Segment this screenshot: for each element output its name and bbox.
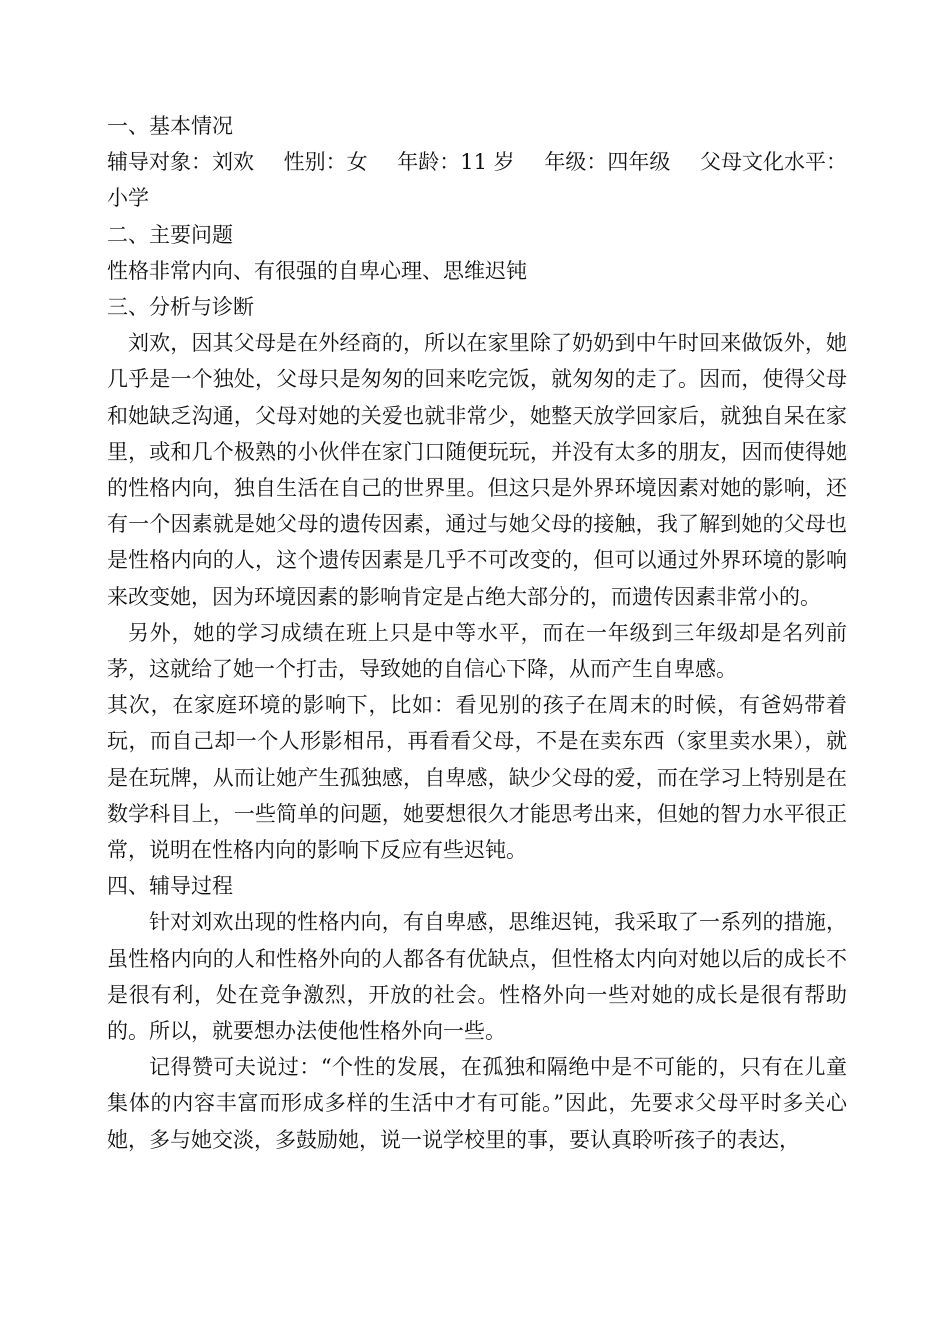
info-parents-education: 父母文化水平： — [699, 150, 847, 175]
info-age: 年龄：11 岁 — [397, 150, 515, 175]
info-parents-education-value: 小学 — [107, 186, 149, 211]
problem-text: 性格非常内向、有很强的自卑心理、思维迟钝 — [107, 258, 527, 283]
section-heading-process: 四、辅导过程 — [107, 874, 233, 899]
section-heading-analysis: 三、分析与诊断 — [107, 295, 254, 320]
info-gender: 性别：女 — [283, 150, 368, 175]
process-paragraph-2: 记得赞可夫说过：“个性的发展，在孤独和隔绝中是不可能的，只有在儿童集体的内容丰富而形成多样的生活中才有可能。”因此，先要求父母平时多关心她，多与她交淡，多鼓励她，说一说学校里的事，要认真聆听孩子的表达， — [107, 1055, 847, 1152]
info-grade: 年级：四年级 — [544, 150, 671, 175]
info-subject: 辅导对象：刘欢 — [107, 150, 254, 175]
basic-info-line — [107, 144, 847, 180]
section-heading-basic: 一、基本情况 — [107, 114, 233, 138]
analysis-paragraph-1: 刘欢，因其父母是在外经商的，所以在家里除了奶奶到中午时回来做饭外，她几乎是一个独处，父母只是匆匆的回来吃完饭，就匆匆的走了。因而，使得父母和她缺乏沟通，父母对她的关爱也就非常少，她整天放学回家后，就独自呆在家里，或和几个极熟的小伙伴在家门口随便玩玩，并没有太多的朋友，因而使得她的性格内向，独自生活在自己的世界里。但这只是外界环境因素对她的影响，还有一个因素就是她父母的遗传因素，通过与她父母的接触，我了解到她的父母也是性格内向的人，这个遗传因素是几乎不可改变的，但可以通过外界环境的影响来改变她，因为环境因素的影响肯定是占绝大部分的，而遗传因素非常小的。 — [107, 331, 847, 609]
process-paragraph-1: 针对刘欢出现的性格内向，有自卑感，思维迟钝，我采取了一系列的措施，虽性格内向的人和性格外向的人都各有优缺点，但性格太内向对她以后的成长不是很有利，处在竞争激烈，开放的社会。性格外向一些对她的成长是很有帮助的。所以，就要想办法使他性格外向一些。 — [107, 910, 847, 1044]
analysis-paragraph-3: 其次，在家庭环境的影响下，比如：看见别的孩子在周末的时候，有爸妈带着玩，而自己却一个人形影相吊，再看看父母，不是在卖东西（家里卖水果），就是在玩牌，从而让她产生孤独感，自卑感，缺少父母的爱，而在学习上特别是在数学科目上，一些简单的问题，她要想很久才能思考出来，但她的智力水平很正常，说明在性格内向的影响下反应有些迟钝。 — [107, 693, 847, 863]
document-body — [107, 108, 847, 1158]
analysis-paragraph-2: 另外，她的学习成绩在班上只是中等水平，而在一年级到三年级却是名列前茅，这就给了她一个打击，导致她的自信心下降，从而产生自卑感。 — [107, 620, 847, 682]
section-heading-problem: 二、主要问题 — [107, 222, 233, 247]
